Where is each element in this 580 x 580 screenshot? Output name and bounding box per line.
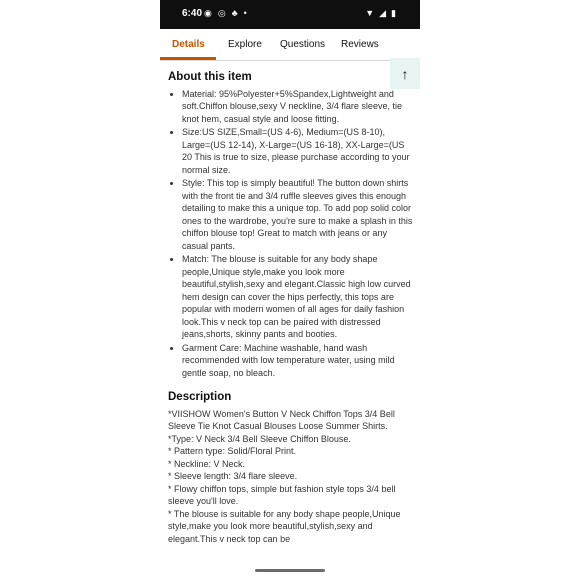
about-heading: About this item xyxy=(168,71,252,83)
description-line: * Sleeve length: 3/4 flare sleeve. xyxy=(168,471,298,481)
status-bar xyxy=(160,0,420,29)
description-line: * Neckline: V Neck. xyxy=(168,458,246,469)
tab-explore[interactable]: Explore xyxy=(228,39,262,50)
about-bullet: • Material: 95%Polyester+5%Spandex,Lightweight and soft.Chiffon blouse,sexy V neckline, 3/4 flare sleeve, tie knot hem, casual style and loose fitting. xyxy=(182,88,414,126)
tab-details[interactable]: Details xyxy=(172,39,205,50)
description-heading: Description xyxy=(168,391,232,403)
arrow-up-icon: ↑ xyxy=(401,65,409,82)
gesture-nav-bar[interactable] xyxy=(255,569,325,572)
wifi-icon: ▼ xyxy=(365,8,375,18)
description-body xyxy=(168,408,414,546)
about-bullet-list xyxy=(168,88,414,380)
about-bullet: • Size:US SIZE,Small=(US 4-6), Medium=(US 8-10), Large=(US 12-14), X-Large=(US 16-18), XX-Large=(US 20 This is true to size, please purchase according to your normal size. xyxy=(182,126,414,176)
about-bullet: • Style: This top is simply beautiful! The button down shirts with the front tie and 3/4 ruffle sleeves gives this enough detailing to make this a unique top. To add pop solid color ones to the wardrobe, you're sure to make a splash in this chiffon blouse top! Great to match with jeans or any casual pants. xyxy=(182,177,414,252)
instagram-icon: ◎ xyxy=(217,8,226,18)
details-content xyxy=(168,66,414,545)
tab-reviews[interactable]: Reviews xyxy=(341,39,379,50)
phone-screen xyxy=(160,0,420,580)
system-icons xyxy=(365,8,396,19)
active-tab-indicator xyxy=(160,57,216,60)
app-icon: ♣ xyxy=(231,8,238,18)
description-line: * Flowy chiffon tops, simple but fashion style tops 3/4 bell sleeve you'll love. xyxy=(168,483,396,506)
about-bullet: • Garment Care: Machine washable, hand wash recommended with low temperature water, using mild gentle soap, no bleach. xyxy=(182,342,414,380)
about-bullet: • Match: The blouse is suitable for any body shape people,Unique style,make you look more beautiful,stylish,sexy and elegant.Classic high low curved hem design can cover the hips perfectly, this tops are popular with modern women of all ages for daily fashion look.This v neck top can be paired with distressed jeans,shorts, skinny pants and booties. xyxy=(182,253,414,341)
description-line: * Pattern type: Solid/Floral Print. xyxy=(168,446,297,456)
messenger-icon: ◉ xyxy=(204,8,212,18)
tab-questions[interactable]: Questions xyxy=(280,39,326,50)
description-line: *VIISHOW Women's Button V Neck Chiffon Tops 3/4 Bell Sleeve Tie Knot Casual Blouses Loose Summer Shirts. xyxy=(168,408,395,431)
signal-icon: ◢ xyxy=(379,8,387,18)
battery-icon: ▮ xyxy=(391,8,396,18)
description-line: * The blouse is suitable for any body shape people,Unique style,make you look more beautiful,stylish,sexy and elegant.This v neck top can be xyxy=(168,508,401,544)
clock: 6:40 xyxy=(182,8,203,19)
more-notifications-icon: • xyxy=(243,8,247,18)
description-line: *Type: V Neck 3/4 Bell Sleeve Chiffon Blouse. xyxy=(168,433,351,444)
notification-icons xyxy=(204,8,247,19)
